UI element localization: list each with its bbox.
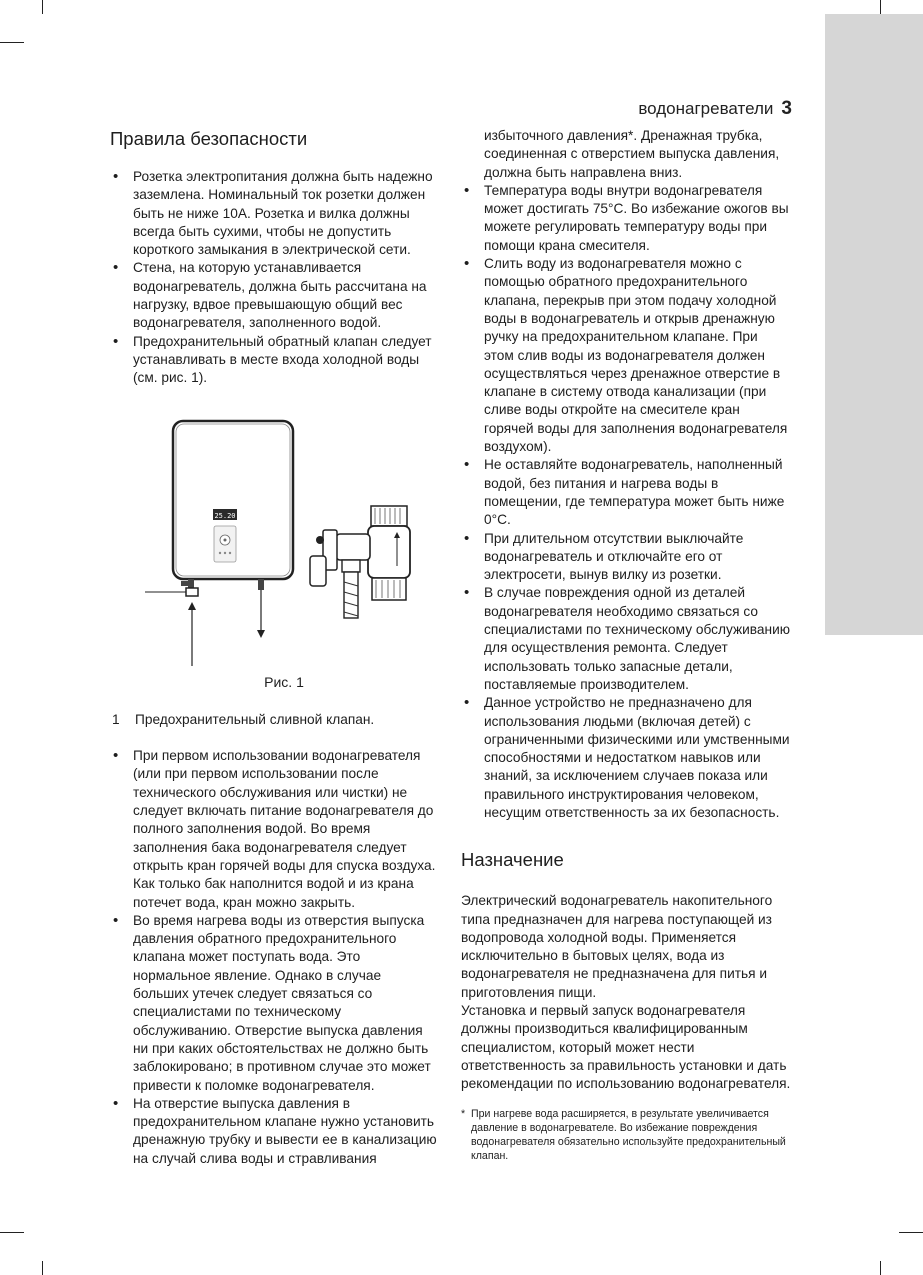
left-column (110, 127, 438, 1168)
list-item: • Во время нагрева воды из отверстия выпуска давления обратного предохранительного клапана может поступать вода. Это нормальное явление. Однако в случае больших утечек следует связаться со специалистами по техническому обслуживанию. Отверстие выпуска давления ни при каких обстоятельствах не должно быть заблокировано; в противном случае это может привести к поломке водонагревателя. (110, 912, 438, 1095)
list-item: • Температура воды внутри водонагревателя может достигать 75°С. Во избежание ожогов вы можете регулировать температуру воды при помощи крана смесителя. (461, 182, 791, 255)
footnote-text: При нагреве вода расширяется, в результате увеличивается давление в водонагревателе. Во избежание повреждения водонагревателя обязательно используйте предохранительный клапан. (471, 1107, 786, 1162)
crop-mark (899, 1232, 923, 1233)
right-column (461, 127, 791, 1163)
legend-number: 1 (112, 711, 120, 727)
arrow-down-icon (257, 630, 265, 638)
purpose-paragraph: Установка и первый запуск водонагревателя должны производиться квалифицированным специалистом, который может нести ответственность за правильность установки и дать рекомендации по использованию водонагревателя. (461, 1003, 791, 1092)
list-item: • Предохранительный обратный клапан следует устанавливать в месте входа холодной воды (см. рис. 1). (110, 333, 438, 388)
figure-legend (110, 711, 438, 729)
continued-text: избыточного давления*. Дренажная трубка, соединенная с отверстием выпуска давления, должна быть направлена вниз. (484, 128, 780, 180)
valve-illustration (310, 506, 410, 618)
safety-list (110, 168, 438, 388)
arrow-up-icon (188, 602, 196, 610)
list-item: • Розетка электропитания должна быть надежно заземлена. Номинальный ток розетки должен быть не ниже 10А. Розетка и вилка должны всегда быть сухими, чтобы не допустить короткого замыкания в электрической сети. (110, 168, 438, 259)
safety-list-continued (461, 182, 791, 822)
list-item: • При первом использовании водонагревателя (или при первом использовании после технического обслуживания или чистки) не следует включать питание водонагревателя до полного заполнения водой. Во время заполнения бака водонагревателя следует открыть кран горячей воды для спуска воздуха. Как только бак наполнится водой и из крана потечет вода, кран можно закрыть. (110, 747, 438, 912)
purpose-paragraph: Электрический водонагреватель накопительного типа предназначен для нагрева поступающей из водопровода холодной воды. Применяется исключительно в бытовых целях, вода из водонагревателя не предназначена для питья и приготовления пищи. (461, 893, 773, 1000)
section-tab (825, 14, 923, 635)
footnote (461, 1107, 791, 1163)
legend-text: Предохранительный сливной клапан. (135, 711, 375, 727)
safety-title: Правила безопасности (110, 128, 308, 149)
crop-mark (880, 1261, 881, 1275)
display-readout: 25.20 (214, 511, 236, 520)
list-item: • На отверстие выпуска давления в предохранительном клапане нужно установить дренажную трубку и вывести ее в канализацию на случай слива воды и стравливания (110, 1095, 438, 1168)
running-header (638, 98, 792, 120)
figure-1 (110, 416, 438, 666)
crop-mark (42, 0, 43, 14)
header-section: водонагреватели (638, 99, 774, 118)
heater-illustration (110, 416, 438, 666)
usage-list (110, 747, 438, 1168)
figure-caption: Рис. 1 (264, 673, 304, 690)
list-item: • При длительном отсутствии выключайте водонагреватель и отключайте его от электросети, вынув вилку из розетки. (461, 530, 791, 585)
list-item: • Стена, на которую устанавливается водонагреватель, должна быть рассчитана на нагрузку, вдвое превышающую общий вес водонагревателя, заполненного водой. (110, 259, 438, 332)
list-item: • Данное устройство не предназначено для использования людьми (включая детей) с ограниченными физическими или умственными способностями и недостатком навыков или знаний, за исключением случаев показа или правильного инструктирования человеком, несущим ответственность за их безопасность. (461, 694, 791, 822)
list-item: • Слить воду из водонагревателя можно с помощью обратного предохранительного клапана, перекрыв при этом подачу холодной воды в водонагреватель и открыв дренажную ручку на предохранительном клапане. При этом слив воды из водонагревателя должен осуществляться через дренажное отверстие в клапане в систему отвода канализации (при сливе воды откройте на смесителе кран горячей воды для заполнения водонагревателя воздухом). (461, 255, 791, 456)
crop-mark (42, 1261, 43, 1275)
crop-mark (880, 0, 881, 14)
crop-mark (0, 42, 24, 43)
list-item: • В случае повреждения одной из деталей водонагревателя необходимо связаться со специалистами по техническому обслуживанию для осуществления ремонта. Следует использовать только запасные детали, поставляемые производителем. (461, 584, 791, 694)
purpose-title: Назначение (461, 849, 564, 871)
page-number: 3 (781, 98, 792, 119)
list-item: • Не оставляйте водонагреватель, наполненный водой, без питания и нагрева воды в помещении, где температура может быть ниже 0°С. (461, 456, 791, 529)
crop-mark (0, 1232, 24, 1233)
footnote-mark: * (461, 1107, 466, 1120)
